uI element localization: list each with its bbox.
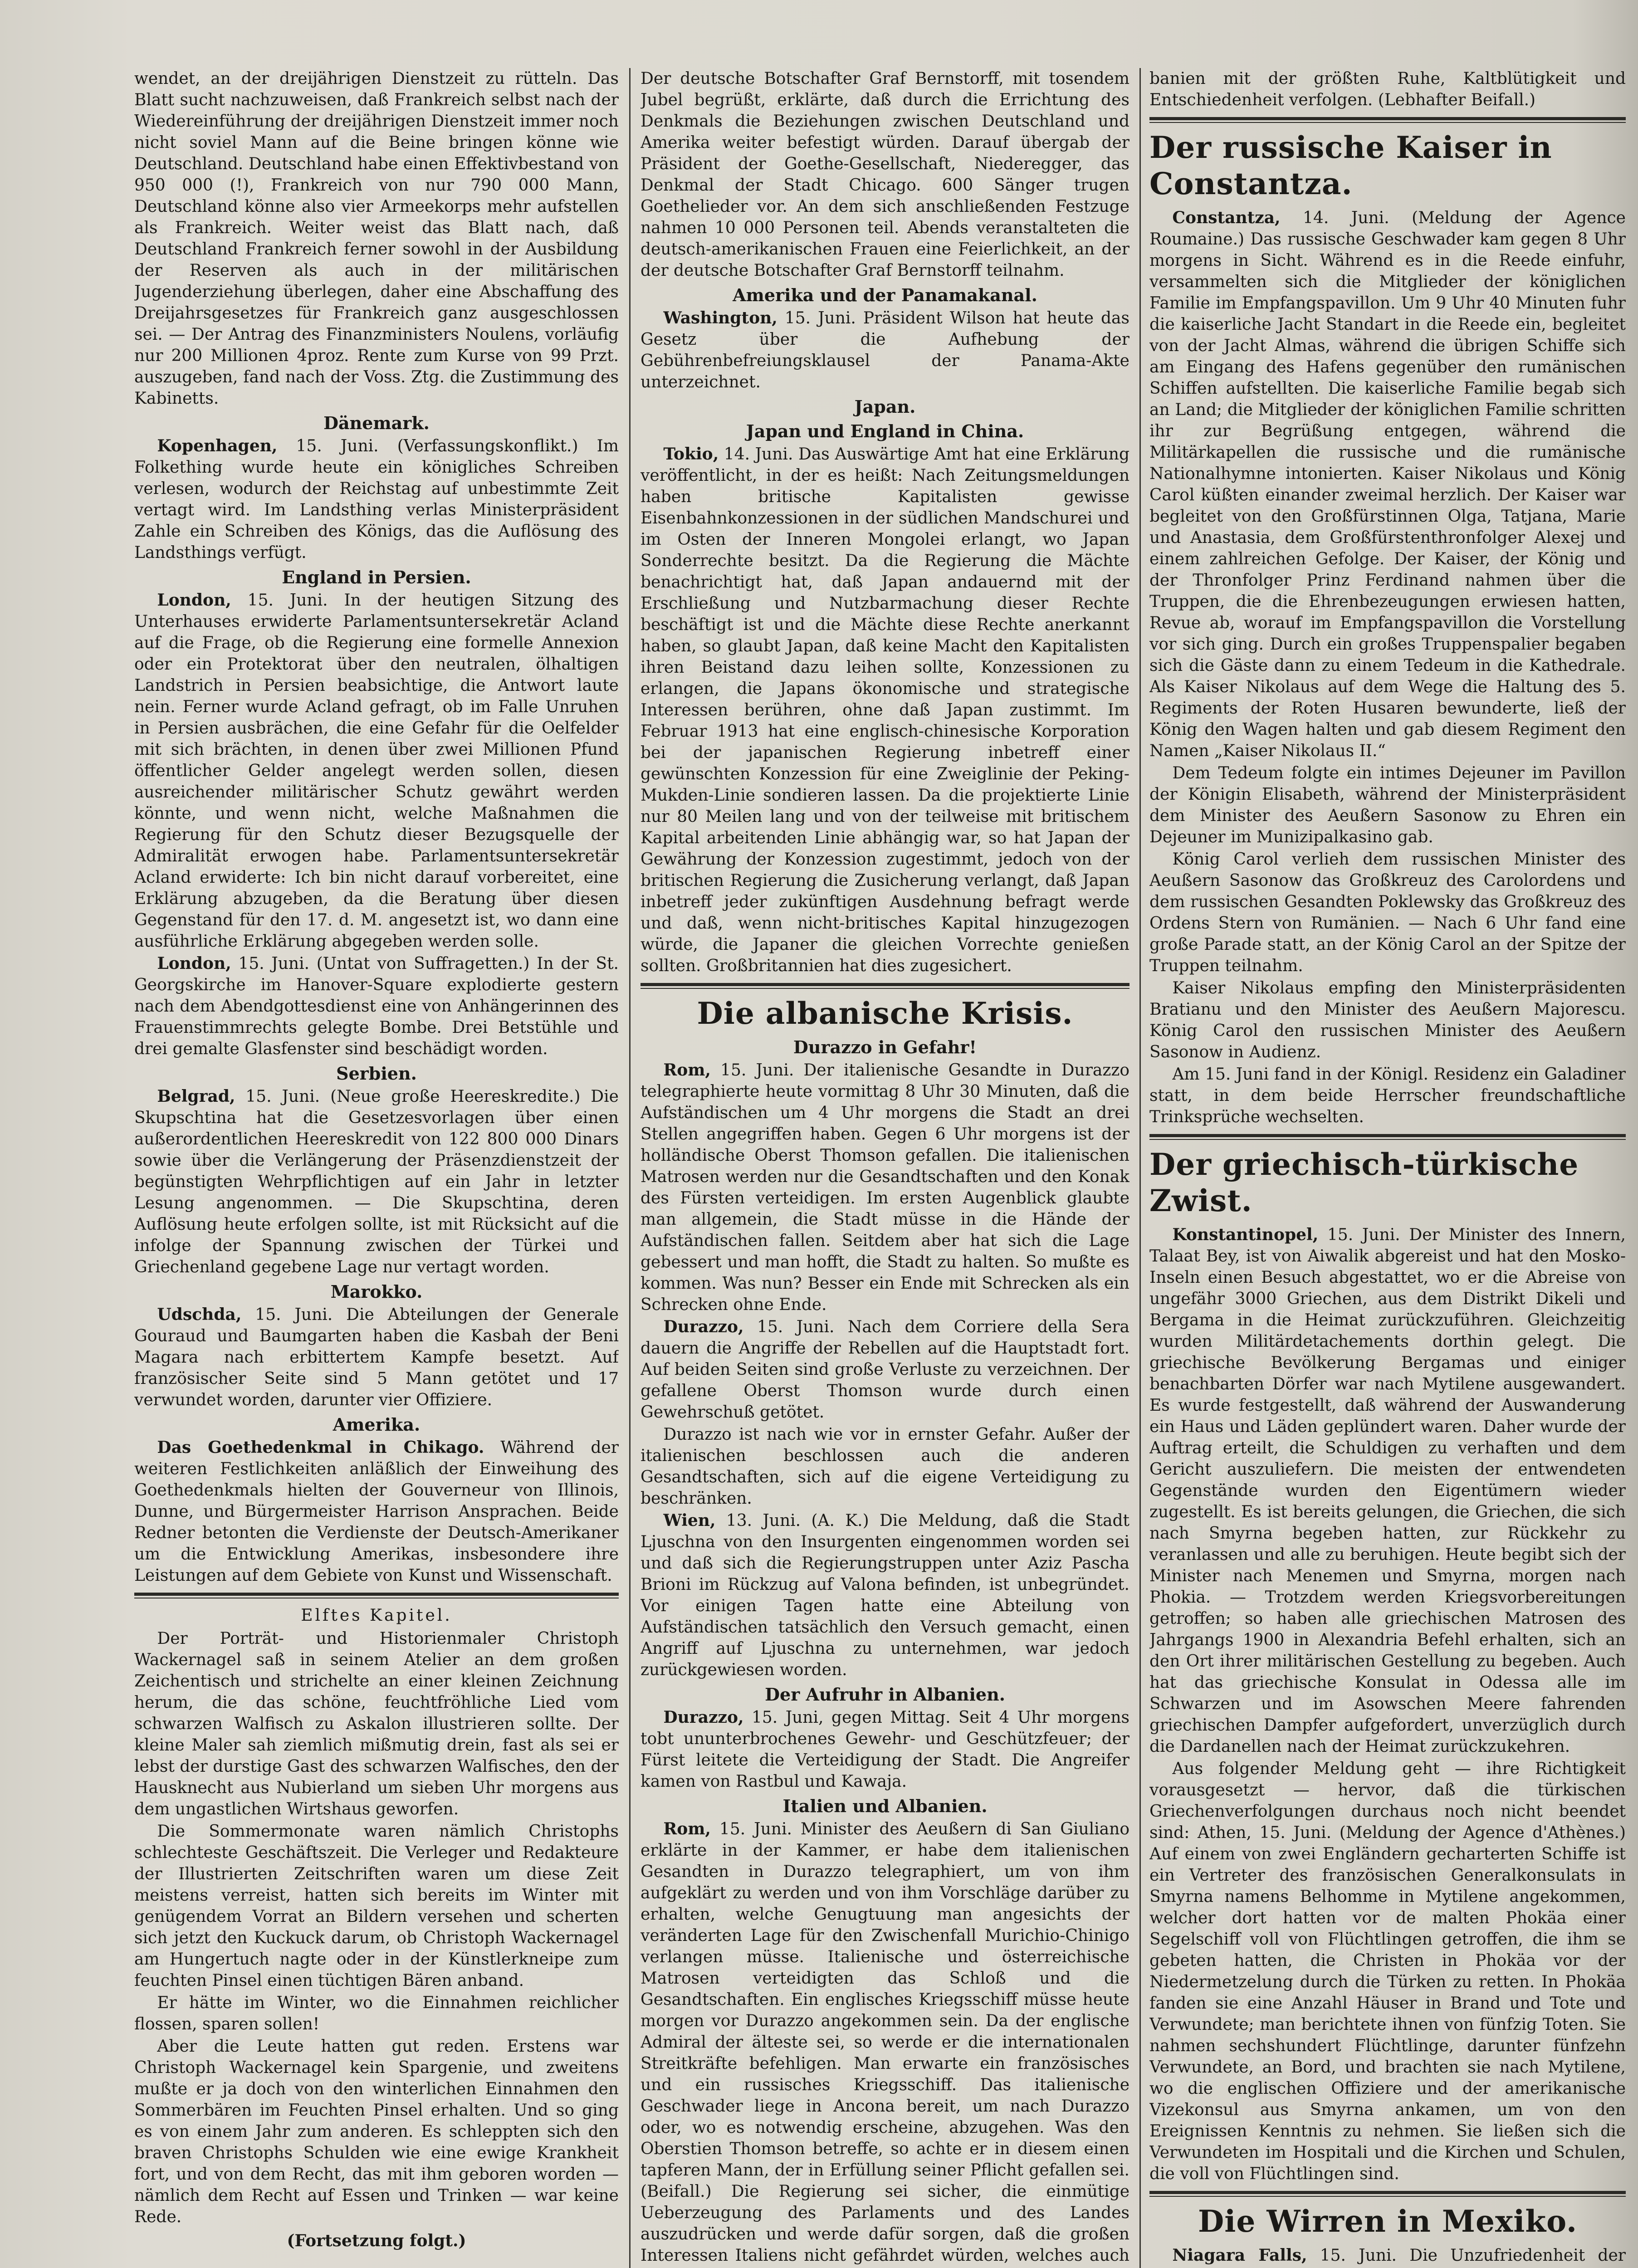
dispatch-paragraph — [641, 308, 1129, 393]
dateline: Niagara Falls, — [1172, 2246, 1307, 2265]
section-rule-thin — [1149, 2196, 1626, 2197]
dispatch-text: 15. Juni. Präsident Wilson hat heute das Gesetz über die Aufhebung der Gebührenbefreiungsklausel der Panama-Akte unterzeichnet. — [641, 309, 1129, 391]
column-divider — [1139, 68, 1141, 2268]
dispatch-text: 13. Juni. (A. K.) Die Meldung, daß die Stadt Ljuschna von den Insurgenten eingenommen worden sei und daß sich die Regierungstruppen unter Aziz Pascha Brioni im Rückzug auf Valona befinden, ist unbegründet. Vor einigen Tagen hatte eine Abteilung von Aufständischen tatsächlich den Versuch gemacht, einen Angriff auf Ljuschna zu unternehmen, war jedoch zurückgewiesen worden. — [641, 1511, 1129, 1679]
dispatch-paragraph — [134, 1304, 619, 1411]
dispatch-paragraph — [134, 953, 619, 1060]
column-3 — [1149, 68, 1626, 2268]
section-heading: Der Aufruhr in Albanien. — [765, 1684, 1005, 1705]
dispatch-paragraph — [134, 1437, 619, 1586]
dispatch-paragraph — [641, 1510, 1129, 1681]
dateline: Durazzo, — [663, 1317, 744, 1336]
dispatch-text: 15. Juni. In der heutigen Sitzung des Unterhauses erwiderte Parlamentsuntersekretär Acland auf die Frage, ob die Regierung eine formelle Annexion oder ein Protektorat über den neutralen, ölhaltigen Landstrich in Persien beabsichtige, die Antwort laute nein. Ferner wurde Acland gefragt, ob im Falle Unruhen in Persien ausbrächen, die eine Gefahr für die Oelfelder mit sich brächten, in denen über zwei Millionen Pfund öffentlicher Gelder angelegt werden sollen, diesen ausreichender militärischer Schutz gewährt werden könnte, und wenn nicht, welche Maßnahmen die Regierung für den Schutz dieser Bezugsquelle der Admiralität erwogen habe. Parlamentsuntersekretär Acland erwiderte: Ich bin nicht darauf vorbereitet, eine Erklärung abzugeben, da die Beratung über diesen Gegenstand für den 17. d. M. angesetzt ist, wo dann eine ausführliche Erklärung abgegeben werden solle. — [134, 591, 619, 951]
paragraph: Der deutsche Botschafter Graf Bernstorff, mit tosendem Jubel begrüßt, erklärte, daß durch die Errichtung des Denkmals die Beziehungen zwischen Deutschland und Amerika weiter befestigt würden. Darauf übergab der Präsident der Goethe-Gesellschaft, Niederegger, das Denkmal der Stadt Chicago. 600 Sänger trugen Goethelieder vor. An dem sich anschließenden Festzuge nahmen 10 000 Personen teil. Abends veranstalteten die deutsch-amerikanischen Frauen eine Feierlichkeit, an der der deutsche Botschafter Graf Bernstorff teilnahm. — [641, 69, 1129, 280]
paragraph: Der Porträt- und Historienmaler Christoph Wackernagel saß in seinem Atelier an dem großen Zeichentisch und strichelte an einer kleinen Zeichnung herum, die das schöne, feuchtfröhliche Lied vom schwarzen Walfisch zu Askalon illustrieren sollte. Der kleine Maler sah ziemlich mißmutig drein, fast als sei er lebst der durstige Gast des schwarzen Walfisches, den der Hausknecht aus Nubierland um sieben Uhr morgens aus dem ungastlichen Wirtshaus geworfen. — [134, 1629, 619, 1818]
dispatch-text: 15. Juni. Der italienische Gesandte in Durazzo telegraphierte heute vormittag 8 Uhr 30 Minuten, daß die Aufständischen um 4 Uhr morgens die Stadt an drei Stellen angegriffen haben. Gegen 6 Uhr morgens ist der holländische Oberst Thomson gefallen. Die italienischen Matrosen werden nur die Gesandtschaften und den Konak des Fürsten verteidigen. Im ersten Augenblick glaubte man allgemein, die Stadt müsse in die Hände der Aufständischen fallen. Seitdem aber hat sich die Lage gebessert und man hofft, die Stadt zu halten. So mußte es kommen. Was nun? Besser ein Ende mit Schrecken als ein Schrecken ohne Ende. — [641, 1061, 1129, 1314]
dateline: Rom, — [663, 1061, 711, 1080]
dispatch-paragraph — [1149, 207, 1626, 762]
dateline: Constantza, — [1172, 208, 1281, 227]
dateline: Wien, — [663, 1511, 716, 1530]
column-divider — [629, 68, 631, 2268]
dispatch-paragraph — [641, 444, 1129, 977]
dispatch-paragraph — [134, 590, 619, 952]
dispatch-text: 15. Juni. (Untat von Suffragetten.) In der St. Georgskirche im Hanover-Square explodierte gestern nach dem Abendgottesdienst eine von Anhängerinnen des Frauenstimmrechts gelegte Bombe. Drei Betstühle und drei gemalte Glasfenster sind beschädigt worden. — [134, 954, 619, 1058]
section-heading: Dänemark. — [323, 413, 430, 433]
section-heading: Marokko. — [330, 1281, 423, 1302]
dispatch-text: 15. Juni. Die Unzufriedenheit der — [1320, 2246, 1626, 2265]
section-heading: Durazzo in Gefahr! — [793, 1037, 977, 1057]
dateline: Belgrad, — [157, 1087, 235, 1106]
section-rule-thin — [641, 988, 1129, 989]
paragraph: Kaiser Nikolaus empfing den Ministerpräsidenten Bratianu und den Minister des Aeußern Majorescu. König Carol den russischen Minister des Aeußern Sasonow in Audienz. — [1149, 979, 1626, 1061]
article-headline: Die albanische Krisis. — [697, 996, 1073, 1031]
dispatch-text: 15. Juni. Die Abteilungen der Generale Gouraud und Baumgarten haben die Kasbah der Beni Magara nach erbittertem Kampfe besetzt. Auf französischer Seite sind 5 Mann getötet und 17 verwundet worden, darunter vier Offiziere. — [134, 1305, 619, 1409]
dateline: Das Goethedenkmal in Chikago. — [157, 1438, 484, 1457]
paragraph: Die Sommermonate waren nämlich Christophs schlechteste Geschäftszeit. Die Verleger und Redakteure der Illustrierten Zeitschriften waren um diese Zeit meistens verreist, hatten sich bereits im Winter mit genügendem Vorrat an Bildern versehen und scherten sich jetzt den Kuckuck darum, ob Christoph Wackernagel am Hungertuch nagte oder in der Künstlerkneipe zum feuchten Pinsel einen tüchtigen Bären anband. — [134, 1822, 619, 1990]
dateline: Durazzo, — [663, 1708, 744, 1727]
dateline: Rom, — [663, 1819, 711, 1838]
dispatch-paragraph — [134, 435, 619, 563]
dateline: Kopenhagen, — [157, 436, 278, 455]
dateline: Udschda, — [157, 1305, 242, 1324]
paragraph: Aus folgender Meldung geht — ihre Richtigkeit vorausgesetzt — hervor, daß die türkischen Griechenverfolgungen durchaus noch nicht beendet sind: Athen, 15. Juni. (Meldung der Agence d'Athènes.) Auf einem von zwei Engländern gecharterten Schiffe ist ein Vertreter des französischen Generalkonsulats in Smyrna namens Belhomme in Mytilene angekommen, welcher dort hatten vor de malten Phokäa einer Segelschiff voll von Flüchtlingen getroffen, die ihm se gebeten hatten, die Christen in Phokäa vor der Niedermetzelung durch die Türken zu retten. In Phokäa fanden sie eine Anzahl Häuser in Brand und Tote und Verwundete; man berichtete ihnen von fünfzig Toten. Sie nahmen sechshundert Flüchtlinge, darunter fünfzehn Verwundete, an Bord, und brachten sie nach Mytilene, wo die englischen Offiziere und der amerikanische Vizekonsul aus Smyrna ankamen, um von den Ereignissen Kenntnis zu nehmen. Sie ließen sich die Verwundeten im Hospitali und die Kirchen und Schulen, die voll von Flüchtlingen sind. — [1149, 1760, 1626, 2183]
dispatch-paragraph — [641, 1818, 1129, 2268]
dateline: Konstantinopel, — [1172, 1225, 1319, 1244]
dispatch-text: 15. Juni. (Verfassungskonflikt.) Im Folkething wurde heute ein königliches Schreiben verlesen, wodurch der Reichstag auf unbestimmte Zeit vertagt wird. Im Landsthing verlas Ministerpräsident Zahle ein Schreiben des Königs, das die Auflösung des Landsthings verfügt. — [134, 437, 619, 562]
section-heading: Serbien. — [336, 1063, 417, 1084]
dispatch-paragraph — [1149, 2245, 1626, 2268]
section-rule-thin — [1149, 1139, 1626, 1140]
paragraph: Er hätte im Winter, wo die Einnahmen reichlicher flossen, sparen sollen! — [134, 1994, 619, 2033]
section-heading: Italien und Albanien. — [782, 1796, 988, 1816]
paragraph: Aber die Leute hatten gut reden. Erstens war Christoph Wackernagel kein Spargenie, und zweitens mußte er ja doch von den winterlichen Einnahmen den Sommerbären im Feuchten Pinsel erhalten. Und so ging es von einem Jahr zum anderen. Es schleppten sich den braven Christophs Schulden wie eine ewige Krankheit fort, und von dem Recht, das mit ihm geboren worden — nämlich dem Recht auf Essen und Trinken — war keine Rede. — [134, 2037, 619, 2226]
section-heading: England in Persien. — [282, 567, 471, 587]
section-rule — [1149, 1134, 1626, 1137]
dispatch-text: 15. Juni. Der Minister des Innern, Talaat Bey, ist von Aiwalik abgereist und hat den Mosko-Inseln einen Besuch abgestattet, wo er die Abreise von ungefähr 3000 Griechen, aus dem Distrikt Dikeli und Bergama in die Heimat zurückzuführen. Gleichzeitig wurden Militärdetachements dorthin gelegt. Die griechische Bevölkerung Bergamas und einiger benachbarten Dörfer war nach Mytilene ausgewandert. Es wurde festgestellt, daß während der Auswanderung ein Haus und Läden geplündert waren. Daher wurde der Auftrag erteilt, die Schuldigen zu verhaften und dem Gericht auszuliefern. Die meisten der entwendeten Gegenstände wurden den Eigentümern wieder zugestellt. Es ist bereits gelungen, die Griechen, die sich nach Smyrna begeben hatten, zur Rückkehr zu veranlassen und alle zu beruhigen. Heute begibt sich der Minister nach Menemen und Smyrna, morgen nach Phokia. — Trotzdem werden Kriegsvorbereitungen getroffen; so haben alle griechischen Matrosen des Jahrgangs 1900 in Alexandria Befehl erhalten, sich an den Ort ihrer militärischen Gestellung zu begeben. Auch hat das griechische Konsulat in Odessa alle im Schwarzen und im Asowschen Meere fahrenden griechischen Dampfer aufgefordert, unverzüglich durch die Dardanellen nach der Heimat zurückzukehren. — [1149, 1226, 1626, 1756]
continuation-note: (Fortsetzung folgt.) — [287, 2231, 466, 2250]
dateline: London, — [157, 591, 231, 610]
dispatch-text: 15. Juni. Minister des Aeußern di San Giuliano erklärte in der Kammer, er habe dem italienischen Gesandten in Durazzo telegraphiert, um von ihm aufgeklärt zu werden und von ihm Vorschläge darüber zu erhalten, welche Genugtuung man angesichts der veränderten Lage für den Zwischenfall Murichio-Chinigo verlangen müsse. Italienische und österreichische Matrosen verteidigten das Schloß und die Gesandtschaften. Ein englisches Kriegsschiff müsse heute morgen vor Durazzo angekommen sein. Da der englische Admiral der älteste sei, so werde er die internationalen Streitkräfte befehligen. Man erwarte ein französisches und ein russisches Kriegsschiff. Das italienische Geschwader liege in Ancona bereit, um nach Durazzo oder, wo es notwendig erscheine, abzugehen. Was den Oberstien Thomson betreffe, so achte er in diesem einen tapferen Mann, der in Erfüllung seiner Pflicht gefallen sei. (Beifall.) Die Regierung sei sicher, die einmütige Ueberzeugung des Parlaments und des Landes auszudrücken und werde dafür sorgen, daß die großen Interessen Italiens nicht gefährdet würden, welches auch — [641, 1820, 1129, 2265]
dispatch-paragraph — [134, 1086, 619, 1278]
dispatch-text: 15. Juni, gegen Mittag. Seit 4 Uhr morgens tobt ununterbrochenes Gewehr- und Geschützfeuer; der Fürst leitete die Verteidigung der Stadt. Die Angreifer kamen von Rastbul und Kawaja. — [641, 1708, 1129, 1791]
article-headline: Der griechisch-türkische Zwist. — [1149, 1147, 1579, 1218]
dispatch-text: 14. Juni. Das Auswärtige Amt hat eine Erklärung veröffentlicht, in der es heißt: Nach Zeitungsmeldungen haben britische Kapitalisten gewisse Eisenbahnkonzessionen in der südlichen Mandschurei und im Osten der Inneren Mongolei erlangt, wo Japan Sonderrechte besitzt. Da die Regierung die Mächte benachrichtigt hat, daß Japan andauernd mit der Erschließung und Nutzbarmachung dieser Rechte beschäftigt ist und die Mächte diese Rechte anerkannt haben, so glaubt Japan, daß keine Macht den Kapitalisten ihren Beistand dazu leihen sollte, Konzessionen zu erlangen, die Japans ökonomische und strategische Interessen berühren, ohne daß Japan zustimmt. Im Februar 1913 hat eine englisch-chinesische Korporation bei der japanischen Regierung inbetreff einer gewünschten Konzession für eine Zweiglinie der Peking-Mukden-Linie sondieren lassen. Da die projektierte Linie nur 80 Meilen lang und von der teilweise mit britischem Kapital arbeitenden Linie abhängig war, so hat Japan der Gewährung der Konzession zugestimmt, jedoch von der britischen Regierung die Zusicherung verlangt, daß Japan inbetreff jeder zukünftigen Ausdehnung befragt werde und daß, wenn nicht-britisches Kapital hinzugezogen würde, die Japaner die gleichen Vorrechte genießen sollten. Großbritannien hat dies zugesichert. — [641, 445, 1129, 975]
paragraph: wendet, an der dreijährigen Dienstzeit zu rütteln. Das Blatt sucht nachzuweisen, daß Frankreich selbst nach der Wiedereinführung der dreijährigen Dienstzeit immer noch nicht soviel Mann auf die Beine bringen könne wie Deutschland. Deutschland habe einen Effektivbestand von 950 000 (!), Frankreich von nur 790 000 Mann, Deutschland könne also vier Armeekorps mehr aufstellen als Frankreich. Weiter weist das Blatt nach, daß Deutschland Frankreich ferner sowohl in der Ausbildung der Reserven als auch in der militärischen Jugenderziehung überlegen, daher eine Abschaffung des Dreijahrsgesetzes für Frankreich ganz ausgeschlossen sei. — Der Antrag des Finanzministers Noulens, vorläufig nur 200 Millionen 4proz. Rente zum Kurse von 99 Przt. auszugeben, fand nach der Voss. Ztg. die Zustimmung des Kabinetts. — [134, 69, 619, 408]
dateline: Washington, — [663, 308, 777, 327]
dispatch-paragraph — [641, 1707, 1129, 1792]
section-heading: Japan. — [854, 396, 916, 417]
section-rule-thin — [1149, 122, 1626, 123]
section-rule — [134, 1593, 619, 1596]
paragraph: Am 15. Juni fand in der Königl. Residenz ein Galadiner statt, in dem beide Herrscher freundschaftliche Trinksprüche wechselten. — [1149, 1065, 1626, 1126]
dispatch-text: 14. Juni. (Meldung der Agence Roumaine.) Das russische Geschwader kam gegen 8 Uhr morgens in Sicht. Während es in die Reede einfuhr, versammelten sich die Mitglieder der königlichen Familie im Empfangspavillon. Um 9 Uhr 40 Minuten fuhr die kaiserliche Jacht Standart in die Reede ein, begleitet von der Jacht Almas, während die übrigen Schiffe sich am Eingang des Hafens gegenüber den rumänischen Schiffen aufstellten. Die kaiserliche Familie begab sich an Land; die Mitglieder der königlichen Familie schritten ihr zur Begrüßung entgegen, während die Militärkapellen die russische und die rumänische Nationalhymne intonierten. Kaiser Nikolaus und König Carol küßten einander zweimal herzlich. Der Kaiser war begleitet von den Großfürstinnen Olga, Tatjana, Marie und Anastasia, dem Großfürstenthronfolger Alexej und einem zahlreichen Gefolge. Der Kaiser, der König und der Thronfolger Prinz Ferdinand nahmen über die Truppen, die die Ehrenbezeugungen erwiesen hatten, Revue ab, worauf im Empfangspavillon die Vorstellung vor sich ging. Durch ein großes Truppenspalier begaben sich die Gäste dann zu einem Tedeum in die Kathedrale. Als Kaiser Nikolaus auf dem Wege die Haltung des 5. Regiments der Roten Husaren bewunderte, ließ der König den Wagen halten und gab diesem Regiment den Namen „Kaiser Nikolaus II.“ — [1149, 209, 1626, 760]
dispatch-text: 15. Juni. (Neue große Heereskredite.) Die Skupschtina hat die Gesetzesvorlagen über einen außerordentlichen Heereskredit von 122 800 000 Dinars sowie über die Verlängerung der Präsenzdienstzeit der begünstigten Wehrpflichtigen auf ein Jahr in letzter Lesung angenommen. — Die Skupschtina, deren Auflösung heute erfolgen sollte, ist mit Rücksicht auf die infolge der Spannung zwischen der Türkei und Griechenland gegebene Lage nur vertagt worden. — [134, 1087, 619, 1276]
article-headline: Der russische Kaiser in Constantza. — [1149, 130, 1552, 201]
column-2 — [641, 68, 1129, 2268]
section-heading: Amerika und der Panamakanal. — [733, 285, 1037, 305]
paragraph: Durazzo ist nach wie vor in ernster Gefahr. Außer der italienischen beschlossen auch die anderen Gesandtschaften, sich auf die eigene Verteidigung zu beschränken. — [641, 1425, 1129, 1508]
dispatch-text: Während der weiteren Festlichkeiten anläßlich der Einweihung des Goethedenkmals hielten der Gouverneur von Illinois, Dunne, und Bürgermeister Harrison Ansprachen. Beide Redner betonten die Verdienste der Deutsch-Amerikaner um die Entwicklung Amerikas, insbesondere ihre Leistungen auf dem Gebiete von Kunst und Wissenschaft. — [134, 1438, 619, 1585]
dispatch-text: 15. Juni. Nach dem Corriere della Sera dauern die Angriffe der Rebellen auf die Hauptstadt fort. Auf beiden Seiten sind große Verluste zu verzeichnen. Der gefallene Oberst Thomson wurde durch einen Gewehrschuß getötet. — [641, 1318, 1129, 1422]
chapter-heading: Elftes Kapitel. — [301, 1606, 452, 1625]
section-rule — [1149, 2191, 1626, 2194]
dispatch-paragraph — [641, 1316, 1129, 1423]
section-heading: Japan und England in China. — [746, 421, 1024, 441]
column-1 — [134, 68, 619, 2268]
paragraph: König Carol verlieh dem russischen Minister des Aeußern Sasonow das Großkreuz des Carolordens und dem russischen Gesandten Poklewsky das Großkreuz des Ordens Stern von Rumänien. — Nach 6 Uhr fand eine große Parade statt, an der König Carol an der Spitze der Truppen teilnahm. — [1149, 850, 1626, 975]
dispatch-paragraph — [1149, 1224, 1626, 1757]
paragraph: Dem Tedeum folgte ein intimes Dejeuner im Pavillon der Königin Elisabeth, während der Ministerpräsident dem Minister des Aeußern Sasonow zu Ehren ein Dejeuner im Munizipalkasino gab. — [1149, 764, 1626, 846]
paragraph: banien mit der größten Ruhe, Kaltblütigkeit und Entschiedenheit verfolgen. (Lebhafter Beifall.) — [1149, 69, 1626, 109]
dateline: Tokio, — [663, 445, 719, 464]
dispatch-paragraph — [641, 1060, 1129, 1315]
article-headline: Die Wirren in Mexiko. — [1198, 2204, 1577, 2239]
section-rule — [1149, 117, 1626, 120]
section-rule — [641, 983, 1129, 986]
section-heading: Amerika. — [332, 1414, 421, 1435]
dateline: London, — [157, 954, 231, 973]
